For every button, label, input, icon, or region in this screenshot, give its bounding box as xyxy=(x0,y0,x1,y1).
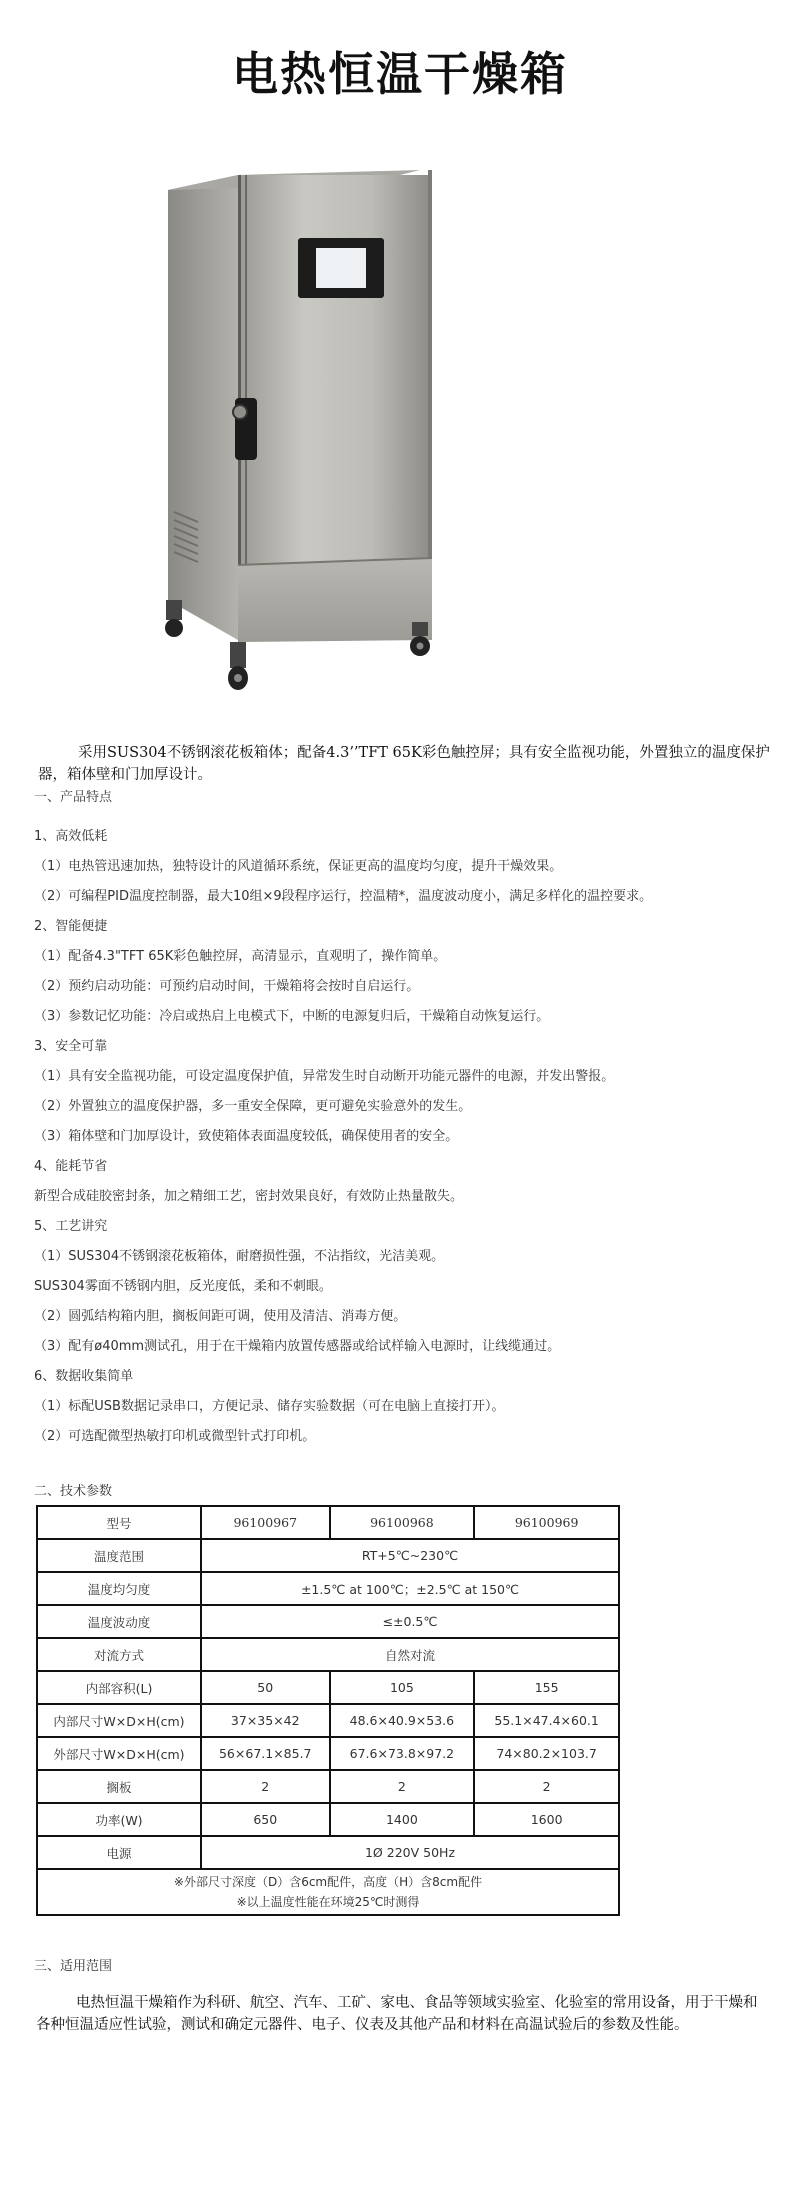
feature-line: （1）配备4.3"TFT 65K彩色触控屏，高清显示，直观明了，操作简单。 xyxy=(34,949,447,964)
row-value: 74×80.2×103.7 xyxy=(474,1737,619,1770)
row-value: 50 xyxy=(201,1671,330,1704)
table-note xyxy=(37,1869,619,1915)
row-label: 对流方式 xyxy=(37,1638,201,1671)
feature-line: 4、能耗节省 xyxy=(34,1159,108,1174)
row-value: 155 xyxy=(474,1671,619,1704)
spec-table xyxy=(36,1505,620,1916)
row-value: 48.6×40.9×53.6 xyxy=(330,1704,475,1737)
row-label: 内部尺寸W×D×H(cm) xyxy=(37,1704,201,1737)
model-cell: 96100969 xyxy=(474,1506,619,1539)
feature-line: 6、数据收集简单 xyxy=(34,1369,134,1384)
drying-oven-image xyxy=(150,150,620,715)
table-row xyxy=(37,1605,619,1638)
row-label: 温度波动度 xyxy=(37,1605,201,1638)
scope-paragraph: 电热恒温干燥箱作为科研、航空、汽车、工矿、家电、食品等领域实验室、化验室的常用设备，用于干燥和各种恒温适应性试验，测试和确定元器件、电子、仪表及其他产品和材料在高温试验后的参数及性能。 xyxy=(36,1995,758,2033)
model-cell: 96100968 xyxy=(330,1506,475,1539)
feature-line: （1）电热管迅速加热，独特设计的风道循环系统，保证更高的温度均匀度，提升干燥效果。 xyxy=(34,859,563,874)
row-value: 2 xyxy=(201,1770,330,1803)
table-row xyxy=(37,1836,619,1869)
feature-line: （1）标配USB数据记录串口，方便记录、储存实验数据（可在电脑上直接打开）。 xyxy=(34,1399,505,1414)
feature-line: 3、安全可靠 xyxy=(34,1039,108,1054)
table-row xyxy=(37,1539,619,1572)
feature-line: 5、工艺讲究 xyxy=(34,1219,108,1234)
note-line: ※以上温度性能在环境25℃时测得 xyxy=(236,1895,420,1909)
table-row xyxy=(37,1638,619,1671)
row-value: 1400 xyxy=(330,1803,475,1836)
row-label: 温度范围 xyxy=(37,1539,201,1572)
feature-line: （3）箱体壁和门加厚设计，致使箱体表面温度较低，确保使用者的安全。 xyxy=(34,1129,459,1144)
feature-line: （1）SUS304不锈钢滚花板箱体，耐磨损性强，不沾指纹，光洁美观。 xyxy=(34,1249,445,1264)
feature-line: 2、智能便捷 xyxy=(34,919,108,934)
row-value: 56×67.1×85.7 xyxy=(201,1737,330,1770)
row-value: 37×35×42 xyxy=(201,1704,330,1737)
feature-line: （3）配有ø40mm测试孔，用于在干燥箱内放置传感器或给试样输入电源时，让线缆通过。 xyxy=(34,1339,561,1354)
row-value: 67.6×73.8×97.2 xyxy=(330,1737,475,1770)
row-value: 2 xyxy=(474,1770,619,1803)
row-value: 55.1×47.4×60.1 xyxy=(474,1704,619,1737)
feature-line: （2）可选配微型热敏打印机或微型针式打印机。 xyxy=(34,1429,316,1444)
row-value: ≤±0.5℃ xyxy=(201,1605,619,1638)
table-row xyxy=(37,1803,619,1836)
row-label: 温度均匀度 xyxy=(37,1572,201,1605)
specs-heading: 二、技术参数 xyxy=(34,1484,113,1499)
model-label: 型号 xyxy=(37,1506,201,1539)
row-value: 2 xyxy=(330,1770,475,1803)
row-value: 105 xyxy=(330,1671,475,1704)
row-label: 电源 xyxy=(37,1836,201,1869)
row-value: 1600 xyxy=(474,1803,619,1836)
row-value: ±1.5℃ at 100℃；±2.5℃ at 150℃ xyxy=(201,1572,619,1605)
row-value: 自然对流 xyxy=(201,1638,619,1671)
table-row xyxy=(37,1737,619,1770)
table-row xyxy=(37,1506,619,1539)
feature-line: （2）可编程PID温度控制器，最大10组×9段程序运行，控温精*，温度波动度小，满足多样化的温控要求。 xyxy=(34,889,653,904)
table-row xyxy=(37,1572,619,1605)
table-row xyxy=(37,1770,619,1803)
row-value: 650 xyxy=(201,1803,330,1836)
feature-line: （3）参数记忆功能：冷启或热启上电模式下，中断的电源复归后，干燥箱自动恢复运行。 xyxy=(34,1009,550,1024)
feature-line: （2）圆弧结构箱内胆，搁板间距可调，使用及清洁、消毒方便。 xyxy=(34,1309,407,1324)
row-label: 外部尺寸W×D×H(cm) xyxy=(37,1737,201,1770)
table-row xyxy=(37,1869,619,1915)
feature-line: SUS304雾面不锈钢内胆，反光度低，柔和不刺眼。 xyxy=(34,1279,332,1294)
scope-heading: 三、适用范围 xyxy=(34,1959,113,1974)
table-row xyxy=(37,1704,619,1737)
features-heading: 一、产品特点 xyxy=(34,790,113,805)
feature-line: 1、高效低耗 xyxy=(34,829,108,844)
row-label: 搁板 xyxy=(37,1770,201,1803)
intro-paragraph: 采用SUS304不锈钢滚花板箱体；配备4.3’’TFT 65K彩色触控屏；具有安全监视功能，外置独立的温度保护器，箱体壁和门加厚设计。 xyxy=(38,745,770,783)
note-line: ※外部尺寸深度（D）含6cm配件，高度（H）含8cm配件 xyxy=(173,1875,483,1889)
feature-line: （1）具有安全监视功能，可设定温度保护值，异常发生时自动断开功能元器件的电源，并发出警报。 xyxy=(34,1069,615,1084)
table-row xyxy=(37,1671,619,1704)
feature-line: （2）外置独立的温度保护器，多一重安全保障，更可避免实验意外的发生。 xyxy=(34,1099,472,1114)
features-list xyxy=(34,822,794,1452)
feature-line: 新型合成硅胶密封条，加之精细工艺，密封效果良好，有效防止热量散失。 xyxy=(34,1189,464,1204)
feature-line: （2）预约启动功能：可预约启动时间，干燥箱将会按时自启运行。 xyxy=(34,979,420,994)
row-value: 1Ø 220V 50Hz xyxy=(201,1836,619,1869)
model-cell: 96100967 xyxy=(201,1506,330,1539)
row-label: 内部容积(L) xyxy=(37,1671,201,1704)
row-value: RT+5℃~230℃ xyxy=(201,1539,619,1572)
row-label: 功率(W) xyxy=(37,1803,201,1836)
page-title: 电热恒温干燥箱 xyxy=(232,47,568,101)
